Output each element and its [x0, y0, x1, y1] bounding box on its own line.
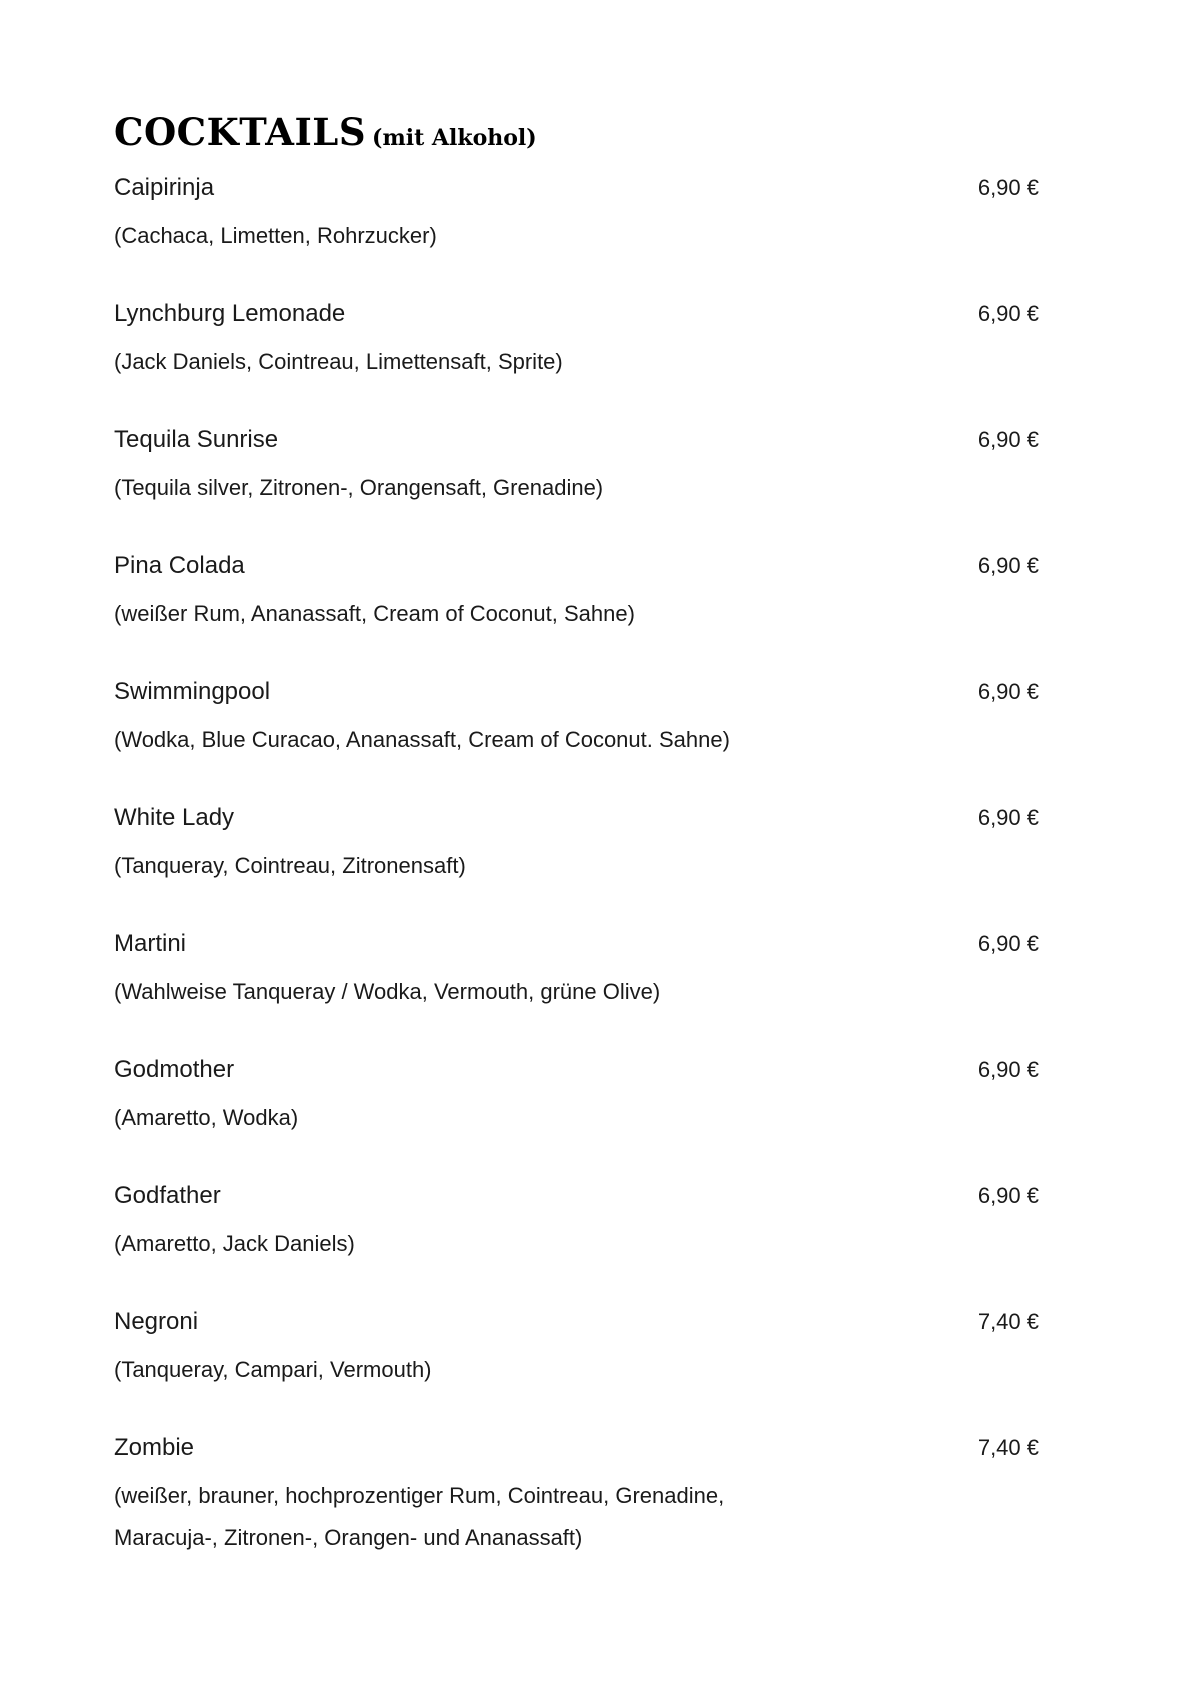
- menu-item: [114, 677, 1039, 761]
- item-description: (Amaretto, Wodka): [114, 1105, 299, 1130]
- item-price: 6,90 €: [977, 1183, 1039, 1208]
- item-description: (Jack Daniels, Cointreau, Limettensaft, Sprite): [114, 349, 563, 374]
- item-description: (Tanqueray, Cointreau, Zitronensaft): [114, 853, 466, 878]
- menu-item: [114, 299, 1039, 383]
- item-price: 6,90 €: [977, 175, 1039, 200]
- item-name: Martini: [114, 930, 187, 957]
- item-price: 6,90 €: [977, 805, 1039, 830]
- item-name: Tequila Sunrise: [114, 426, 279, 453]
- menu-heading: [114, 110, 537, 154]
- menu-item: [114, 425, 1039, 509]
- item-name: Godfather: [114, 1182, 221, 1209]
- menu-item: [114, 803, 1039, 887]
- item-name: Zombie: [114, 1434, 195, 1461]
- menu-item: [114, 1181, 1039, 1265]
- item-description: (Wodka, Blue Curacao, Ananassaft, Cream of Coconut. Sahne): [114, 727, 730, 752]
- menu-item: [114, 173, 1039, 257]
- item-price: 6,90 €: [977, 931, 1039, 956]
- item-price: 6,90 €: [977, 553, 1039, 578]
- item-name: Pina Colada: [114, 552, 245, 579]
- item-description: (weißer, brauner, hochprozentiger Rum, Cointreau, Grenadine, Maracuja-, Zitronen-, Orangen- und Ananassaft): [114, 1483, 725, 1550]
- item-description: (Wahlweise Tanqueray / Wodka, Vermouth, grüne Olive): [114, 979, 661, 1004]
- item-description: (weißer Rum, Ananassaft, Cream of Coconut, Sahne): [114, 601, 635, 626]
- item-description: (Tequila silver, Zitronen-, Orangensaft, Grenadine): [114, 475, 604, 500]
- item-price: 6,90 €: [977, 679, 1039, 704]
- item-name: Negroni: [114, 1308, 199, 1335]
- item-name: White Lady: [114, 804, 235, 831]
- heading-title: COCKTAILS: [114, 110, 367, 154]
- item-name: Lynchburg Lemonade: [114, 300, 346, 327]
- item-price: 6,90 €: [977, 301, 1039, 326]
- item-description: (Amaretto, Jack Daniels): [114, 1231, 355, 1256]
- item-price: 7,40 €: [977, 1309, 1039, 1334]
- item-description: (Cachaca, Limetten, Rohrzucker): [114, 223, 437, 248]
- item-name: Caipirinja: [114, 174, 215, 201]
- item-description: (Tanqueray, Campari, Vermouth): [114, 1357, 432, 1382]
- heading-subtitle: (mit Alkohol): [372, 125, 537, 151]
- menu-item: [114, 551, 1039, 635]
- menu-item: [114, 1055, 1039, 1139]
- menu-item: [114, 1433, 1039, 1559]
- item-price: 7,40 €: [977, 1435, 1039, 1460]
- menu-item: [114, 929, 1039, 1013]
- item-price: 6,90 €: [977, 1057, 1039, 1082]
- item-price: 6,90 €: [977, 427, 1039, 452]
- item-name: Swimmingpool: [114, 678, 271, 705]
- item-name: Godmother: [114, 1056, 235, 1083]
- menu-item: [114, 1307, 1039, 1391]
